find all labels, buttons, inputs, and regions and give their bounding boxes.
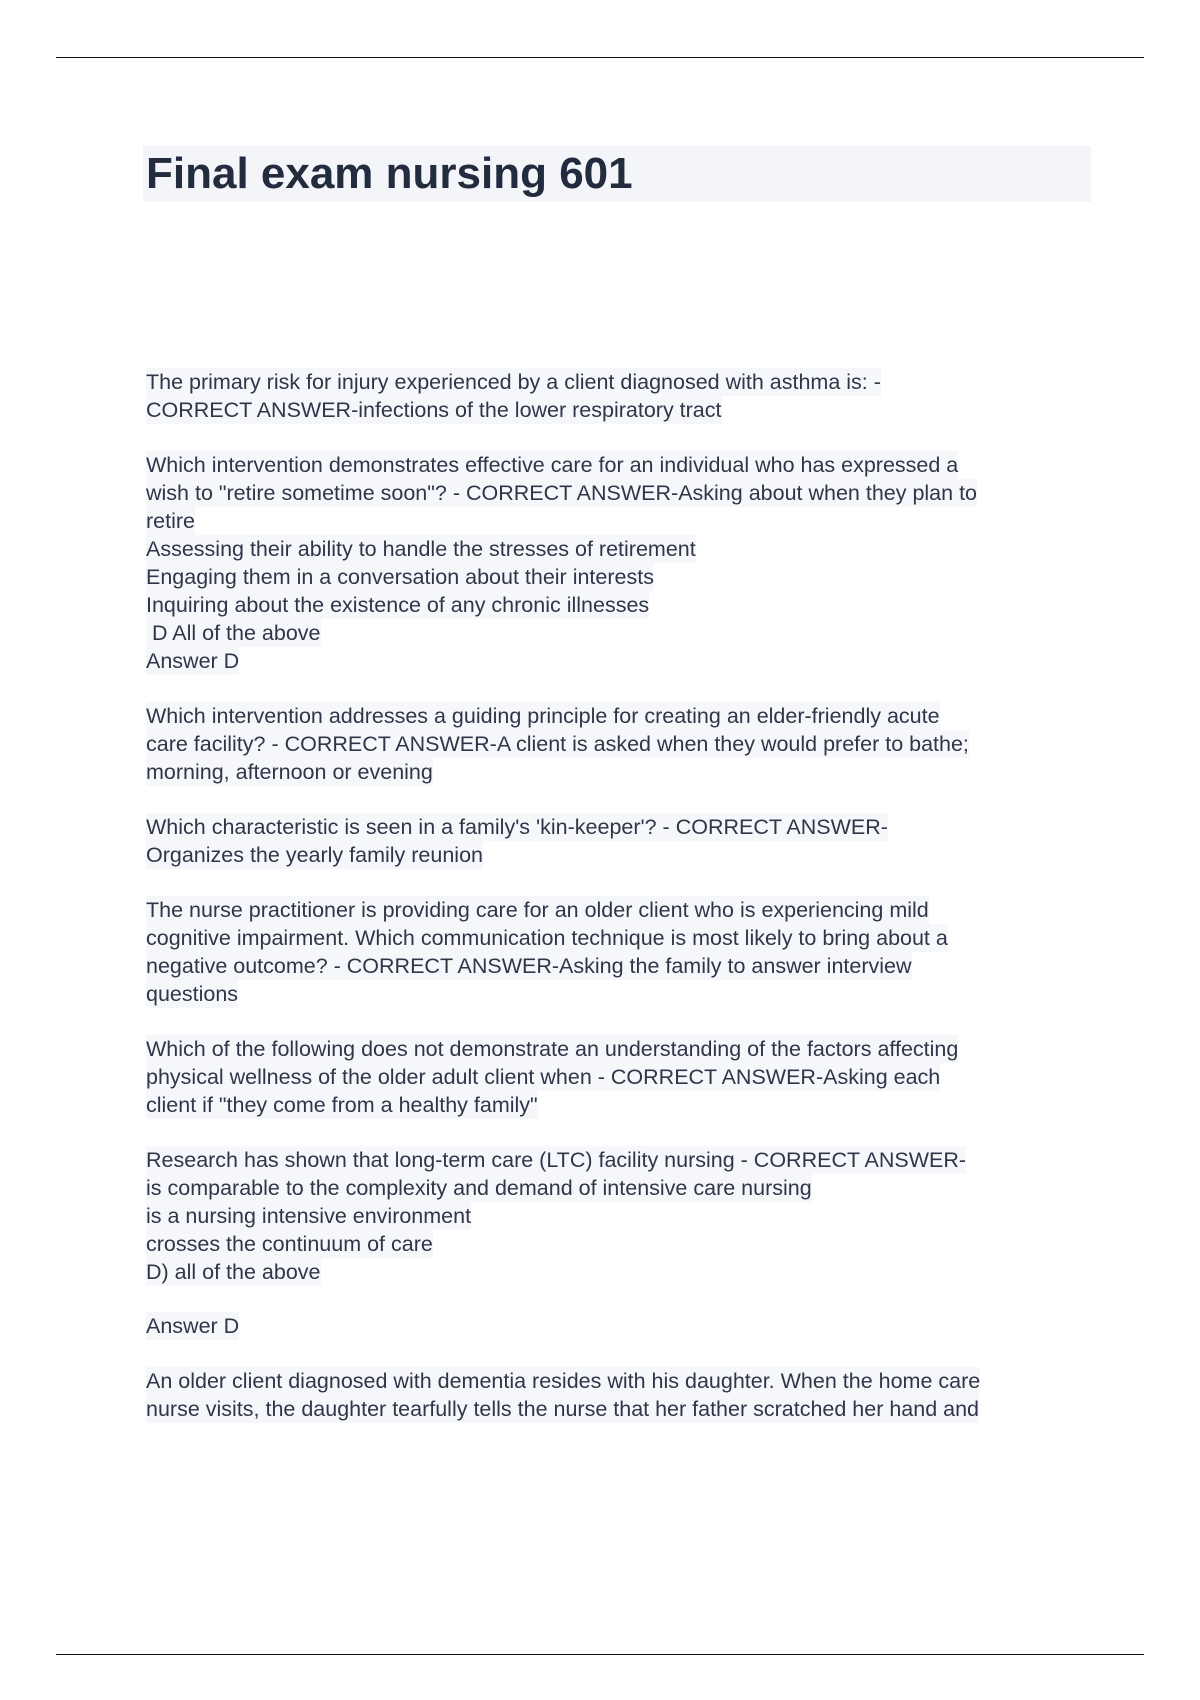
- text-line: morning, afternoon or evening: [146, 760, 433, 784]
- text-line: nurse visits, the daughter tearfully tells the nurse that her father scratched her hand and: [146, 1397, 980, 1421]
- qa-block: [146, 702, 1096, 786]
- text-line: Which characteristic is seen in a family's 'kin-keeper'? - CORRECT ANSWER-: [146, 815, 888, 839]
- document-title: Final exam nursing 601: [146, 149, 633, 198]
- text-line: client if "they come from a healthy family": [146, 1093, 538, 1117]
- text-line: D) all of the above: [146, 1260, 321, 1284]
- text-line: An older client diagnosed with dementia resides with his daughter. When the home care: [146, 1369, 981, 1393]
- text-line: wish to "retire sometime soon"? - CORRECT ANSWER-Asking about when they plan to: [146, 481, 978, 505]
- qa-block: [146, 813, 1096, 869]
- qa-block: [146, 1146, 1096, 1340]
- text-line: cognitive impairment. Which communication technique is most likely to bring about a: [146, 926, 948, 950]
- header-rule: [56, 57, 1144, 58]
- text-line: Organizes the yearly family reunion: [146, 843, 483, 867]
- text-line: Which of the following does not demonstrate an understanding of the factors affecting: [146, 1037, 959, 1061]
- text-line: Assessing their ability to handle the stresses of retirement: [146, 537, 696, 561]
- text-line: is a nursing intensive environment: [146, 1204, 472, 1228]
- qa-block: [146, 1367, 1096, 1423]
- text-line: negative outcome? - CORRECT ANSWER-Asking the family to answer interview: [146, 954, 912, 978]
- text-line: Engaging them in a conversation about their interests: [146, 565, 654, 589]
- text-line: crosses the continuum of care: [146, 1232, 433, 1256]
- text-line: Inquiring about the existence of any chronic illnesses: [146, 593, 650, 617]
- text-line: Which intervention demonstrates effective care for an individual who has expressed a: [146, 453, 959, 477]
- answer-line: Answer D: [146, 1314, 240, 1338]
- text-line: The primary risk for injury experienced by a client diagnosed with asthma is: -: [146, 370, 881, 394]
- qa-block: [146, 1035, 1096, 1119]
- qa-block: [146, 451, 1096, 675]
- text-line: Research has shown that long-term care (LTC) facility nursing - CORRECT ANSWER-: [146, 1148, 967, 1172]
- text-line: questions: [146, 982, 239, 1006]
- text-line: is comparable to the complexity and demand of intensive care nursing: [146, 1176, 812, 1200]
- text-line: retire: [146, 509, 195, 533]
- text-line: Which intervention addresses a guiding principle for creating an elder-friendly acute: [146, 704, 940, 728]
- text-line: Answer D: [146, 649, 240, 673]
- text-line: The nurse practitioner is providing care for an older client who is experiencing mild: [146, 898, 929, 922]
- footer-rule: [56, 1654, 1144, 1655]
- text-line: care facility? - CORRECT ANSWER-A client is asked when they would prefer to bathe;: [146, 732, 969, 756]
- line-gap: [146, 1286, 1096, 1312]
- document-body: [146, 368, 1096, 1450]
- qa-block: [146, 896, 1096, 1008]
- text-line: physical wellness of the older adult client when - CORRECT ANSWER-Asking each: [146, 1065, 941, 1089]
- qa-block: [146, 368, 1096, 424]
- text-line: D All of the above: [146, 621, 321, 645]
- text-line: CORRECT ANSWER-infections of the lower respiratory tract: [146, 398, 722, 422]
